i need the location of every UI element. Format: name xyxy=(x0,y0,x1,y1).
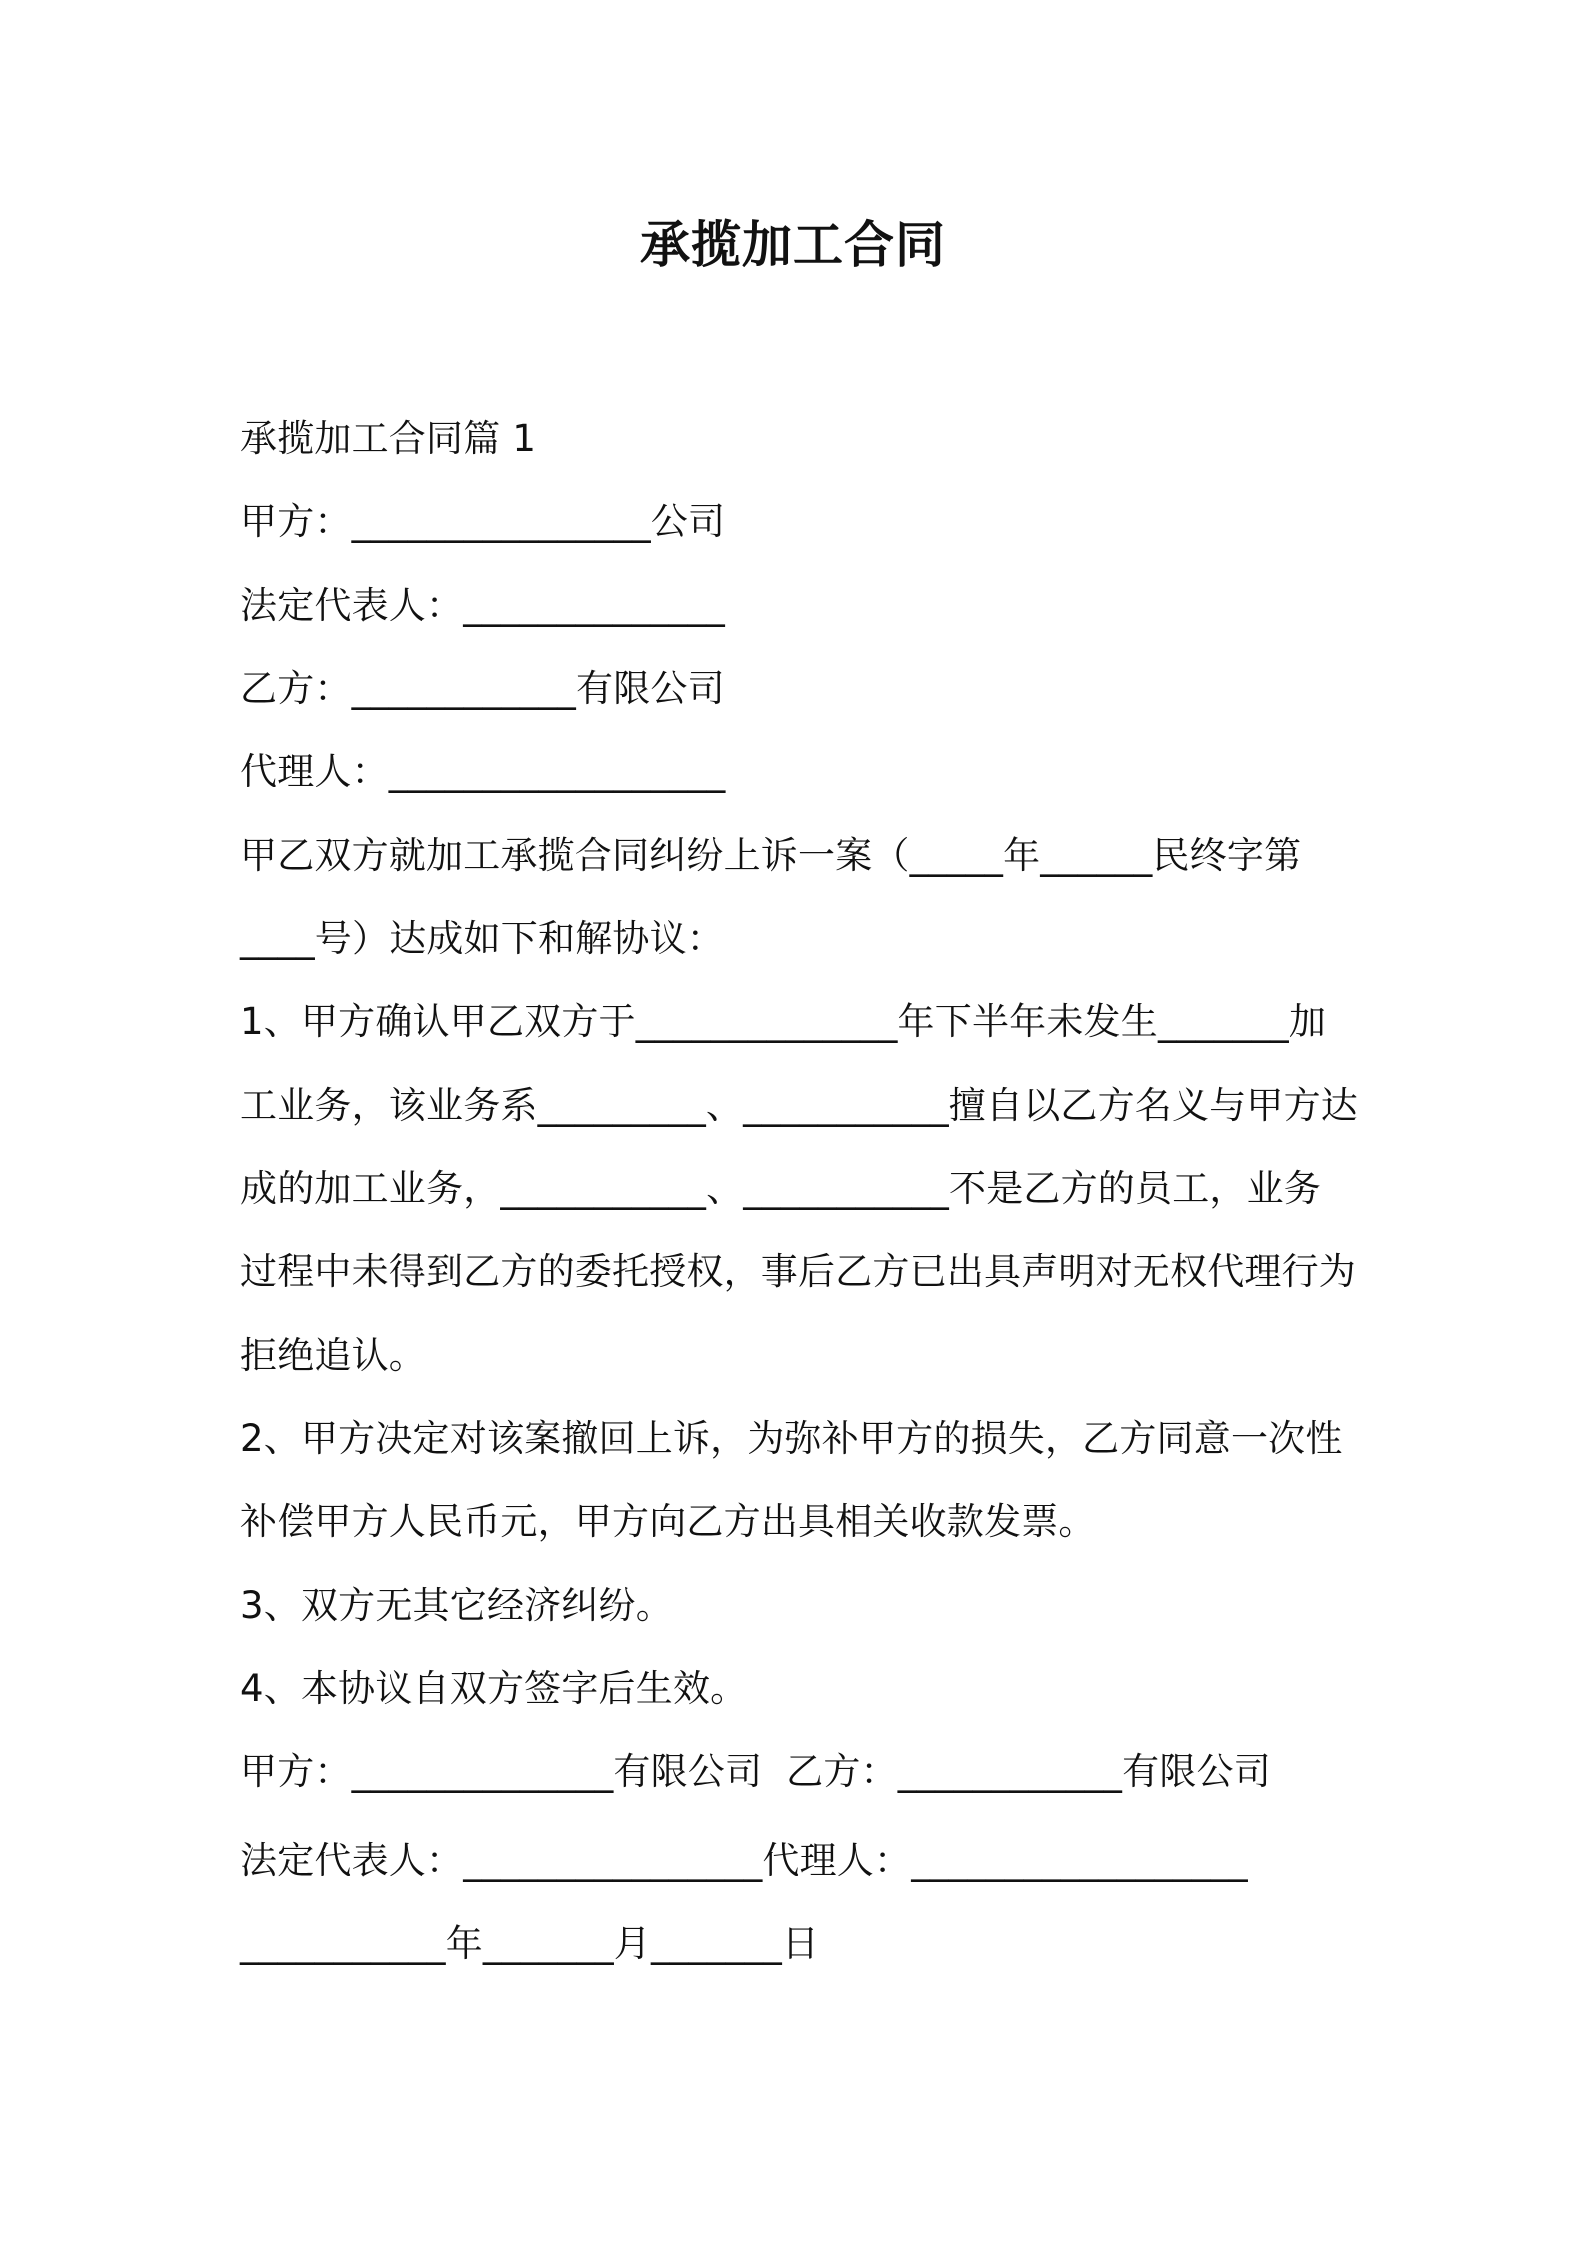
clause-3-line: 3、双方无其它经济纠纷。 xyxy=(240,1584,673,1627)
clause-1-line-1: 1、甲方确认甲乙双方于______________年下半年未发生_______加 xyxy=(240,1000,1327,1043)
intro-line-2: ____号）达成如下和解协议： xyxy=(240,917,724,960)
clause-1-line-2: 工业务，该业务系_________、___________擅自以乙方名义与甲方达 xyxy=(240,1084,1358,1127)
clause-1-line-4: 过程中未得到乙方的委托授权，事后乙方已出具声明对无权代理行为 xyxy=(240,1250,1356,1293)
section-heading: 承揽加工合同篇 1 xyxy=(240,417,537,460)
signature-representatives-line: 法定代表人：________________代理人：__________________ xyxy=(240,1839,1248,1882)
clause-2-line-1: 2、甲方决定对该案撤回上诉，为弥补甲方的损失，乙方同意一次性 xyxy=(240,1417,1343,1460)
agent-line: 代理人：__________________ xyxy=(240,750,726,793)
party-b-line: 乙方：____________有限公司 xyxy=(240,667,725,710)
legal-rep-line: 法定代表人：______________ xyxy=(240,584,725,627)
intro-line-1: 甲乙双方就加工承揽合同纠纷上诉一案（_____年______民终字第 xyxy=(240,834,1302,877)
signature-date-line: ___________年_______月_______日 xyxy=(240,1922,820,1965)
document-title: 承揽加工合同 xyxy=(640,216,946,274)
clause-1-line-3: 成的加工业务，___________、___________不是乙方的员工，业务 xyxy=(240,1167,1321,1210)
clause-1-line-5: 拒绝追认。 xyxy=(240,1334,426,1377)
party-a-line: 甲方：________________公司 xyxy=(240,500,726,543)
clause-4-line: 4、本协议自双方签字后生效。 xyxy=(240,1667,748,1710)
clause-2-line-2: 补偿甲方人民币元，甲方向乙方出具相关收款发票。 xyxy=(240,1500,1096,1543)
signature-parties-line: 甲方：______________有限公司 乙方：____________有限公司 xyxy=(240,1750,1271,1793)
